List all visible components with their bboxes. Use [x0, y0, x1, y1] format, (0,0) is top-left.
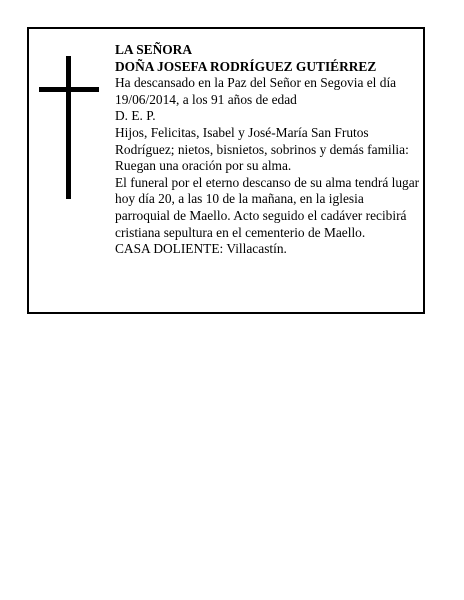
obituary-text	[115, 42, 421, 258]
rested-statement: Ha descansado en la Paz del Señor en Segovia el día 19/06/2014, a los 91 años de edad	[115, 75, 397, 107]
deceased-name: DOÑA JOSEFA RODRÍGUEZ GUTIÉRREZ	[115, 58, 377, 74]
cross-horizontal-bar	[39, 87, 99, 92]
funeral-details: El funeral por el eterno descanso de su alma tendrá lugar hoy día 20, a las 10 de la mañana, en la iglesia parroquial de Maello. Acto seguido el cadáver recibirá cristiana sepultura en el cementerio de Maello.	[115, 174, 420, 240]
latin-cross-icon	[39, 56, 99, 199]
title-line-1: LA SEÑORA	[115, 42, 193, 57]
prayer-request: Ruegan una oración por su alma.	[115, 158, 292, 174]
dep-text: D. E. P.	[115, 108, 156, 124]
obituary-notice	[27, 27, 425, 314]
mourning-house: CASA DOLIENTE: Villacastín.	[115, 241, 287, 257]
cross-vertical-bar	[66, 56, 71, 199]
family-text: Hijos, Felicitas, Isabel y José-María San Frutos Rodríguez; nietos, bisnietos, sobrinos y demás familia:	[115, 124, 409, 157]
